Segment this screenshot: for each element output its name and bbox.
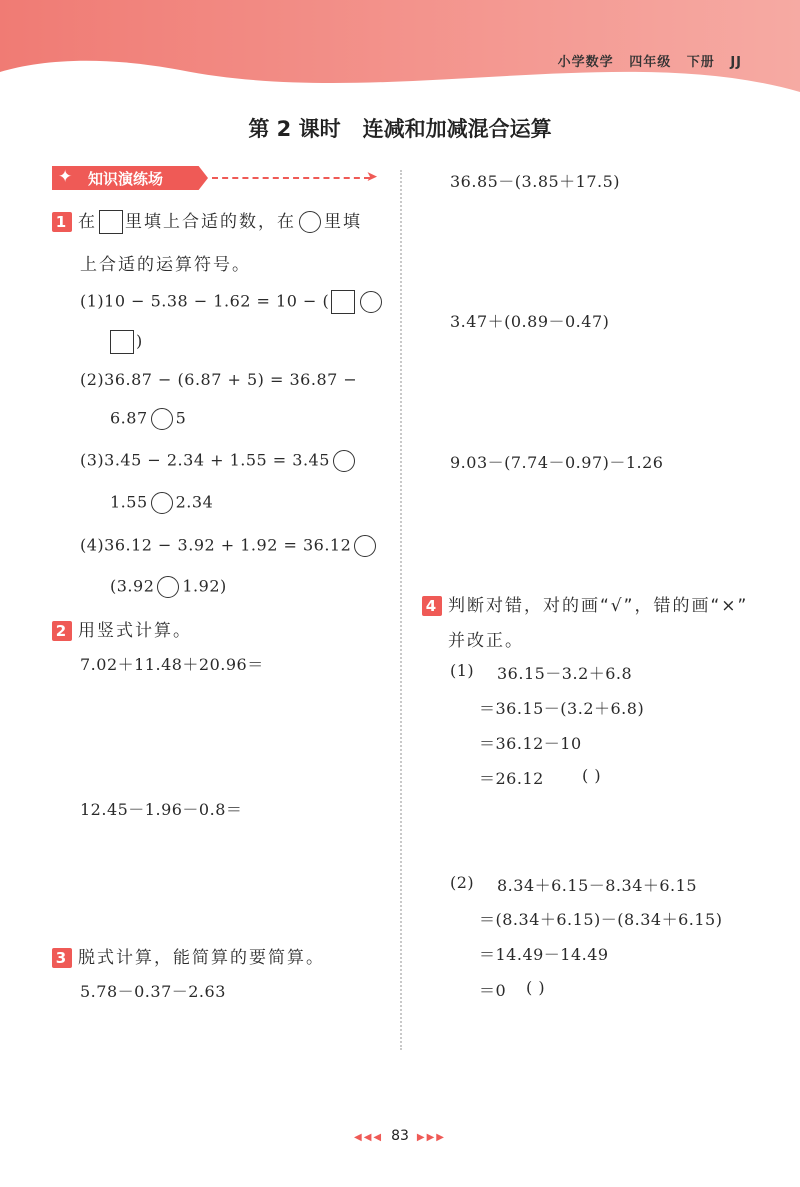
arrow-right-icon: ➤ [366, 169, 378, 185]
q1-part4-line1: (4)36.12 − 3.92 + 1.92 = 36.12 [80, 535, 379, 557]
q4-part1-line2: ＝36.15－(3.2＋6.8) [479, 699, 645, 718]
q4-part1-label: (1) [450, 661, 475, 680]
prev-triangles-icon: ◀◀◀ [354, 1132, 384, 1143]
answer-box[interactable] [331, 290, 355, 314]
section-tag-label: 知识演练场 [88, 170, 164, 188]
header-banner [0, 0, 800, 95]
q4-part1-answer[interactable]: ( ) [582, 766, 602, 785]
page-title [0, 113, 800, 143]
lesson-title: 连减和加减混合运算 [362, 117, 552, 141]
section-tag [52, 166, 208, 190]
q4-part1-line1: 36.15－3.2＋6.8 [497, 664, 633, 683]
q4-prompt-line1: 4 判断对错，对的画“√”，错的画“×” [422, 591, 748, 616]
q1-part4-line2: (3.92 1.92) [110, 576, 227, 598]
q2-prompt: 2 用竖式计算。 [52, 616, 192, 641]
edition-label: JJ [730, 55, 742, 70]
q4-part2-line2: ＝(8.34＋6.15)－(8.34＋6.15) [479, 910, 723, 929]
q4-part2-line4: ＝0 [479, 981, 507, 1000]
q1-part1-line2: ) [108, 330, 143, 354]
answer-circle[interactable] [360, 291, 382, 313]
grade-label: 四年级 [629, 55, 672, 70]
q1-part2-line2: 6.87 5 [110, 408, 186, 430]
answer-circle[interactable] [157, 576, 179, 598]
next-triangles-icon: ▶▶▶ [416, 1132, 446, 1143]
q3-expression-1: 5.78－0.37－2.63 [80, 982, 226, 1001]
q4-part2-line3: ＝14.49－14.49 [479, 945, 609, 964]
q4-part2-line1: 8.34＋6.15－8.34＋6.15 [497, 876, 698, 895]
q3-number-badge: 3 [52, 948, 72, 968]
q2-number-badge: 2 [52, 621, 72, 641]
q1-part3-line1: (3)3.45 − 2.34 + 1.55 = 3.45 [80, 450, 358, 472]
q3-expression-2: 36.85－(3.85＋17.5) [450, 172, 621, 191]
term-label: 下册 [686, 55, 715, 70]
q2-expression-1: 7.02＋11.48＋20.96＝ [80, 655, 264, 674]
q4-part1-line4: ＝26.12 [479, 769, 544, 788]
q4-part2-answer[interactable]: ( ) [526, 978, 546, 997]
q4-prompt-line2: 并改正。 [448, 631, 524, 651]
subject-label: 小学数学 [557, 55, 614, 70]
q3-prompt: 3 脱式计算，能简算的要简算。 [52, 943, 325, 968]
answer-circle[interactable] [333, 450, 355, 472]
q1-prompt-line2: 上合适的运算符号。 [80, 255, 251, 275]
q3-expression-4: 9.03－(7.74－0.97)－1.26 [450, 453, 664, 472]
q1-number-badge: 1 [52, 212, 72, 232]
q2-expression-2: 12.45－1.96－0.8＝ [80, 800, 243, 819]
q1-part3-line2: 1.55 2.34 [110, 492, 213, 514]
q4-part2-label: (2) [450, 873, 475, 892]
tag-dashed-line [212, 177, 370, 179]
square-blank-icon [99, 210, 123, 234]
answer-circle[interactable] [151, 408, 173, 430]
q4-number-badge: 4 [422, 596, 442, 616]
answer-circle[interactable] [354, 535, 376, 557]
circle-blank-icon [299, 211, 321, 233]
star-icon: ✦ [58, 167, 73, 187]
q3-expression-3: 3.47＋(0.89－0.47) [450, 312, 610, 331]
q1-prompt-line1: 1 在 里填上合适的数，在 里填 [52, 207, 362, 234]
q4-part1-line3: ＝36.12－10 [479, 734, 582, 753]
page-footer [0, 1128, 800, 1144]
column-divider [400, 170, 402, 1050]
answer-box[interactable] [110, 330, 134, 354]
page-number: 83 [391, 1128, 409, 1144]
q1-part2-line1: (2)36.87 − (6.87 + 5) = 36.87 − [80, 370, 358, 389]
q1-part1-line1: (1)10 − 5.38 − 1.62 = 10 − ( [80, 290, 385, 314]
answer-circle[interactable] [151, 492, 173, 514]
lesson-number: 第 2 课时 [248, 117, 341, 141]
book-info [548, 51, 742, 70]
